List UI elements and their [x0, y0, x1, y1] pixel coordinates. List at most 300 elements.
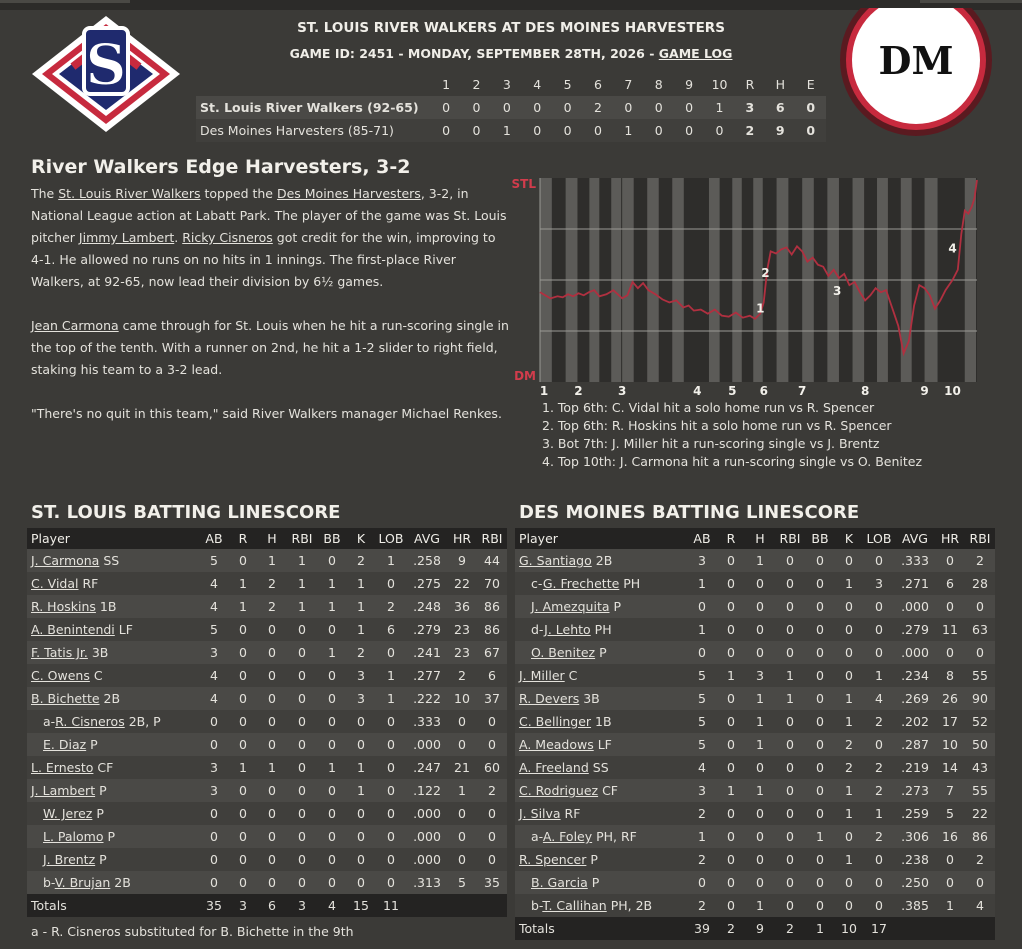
top-bar-segment	[0, 0, 130, 3]
player-name-link[interactable]: J. Miller	[519, 668, 565, 683]
stat-cell: 3	[745, 664, 775, 687]
batting-column-header: H	[745, 528, 775, 549]
linescore-cell: 0	[492, 96, 522, 119]
player-name-link[interactable]: O. Benitez	[531, 645, 596, 660]
batting-column-header: K	[835, 528, 863, 549]
stat-cell: 1	[347, 779, 375, 802]
stat-cell: 0	[835, 595, 863, 618]
player-name-link[interactable]: J. Lehto	[544, 622, 591, 637]
player-position: 1B	[95, 599, 117, 614]
player-name-link[interactable]: A. Foley	[542, 829, 593, 844]
stl-team-logo[interactable]	[30, 14, 182, 134]
linescore-cell: 0	[552, 96, 582, 119]
player-name-link[interactable]: E. Diaz	[43, 737, 87, 752]
stat-cell: .000	[407, 802, 447, 825]
linescore-cell: 0	[522, 96, 552, 119]
totals-cell: 11	[375, 894, 407, 917]
stat-cell: 44	[477, 549, 507, 572]
game-title: ST. LOUIS RIVER WALKERS AT DES MOINES HARVESTERS	[297, 20, 725, 36]
stat-cell: 1	[717, 664, 745, 687]
stat-cell: 0	[257, 664, 287, 687]
stat-cell: 0	[805, 549, 835, 572]
batting-column-header: RBI	[965, 528, 995, 549]
stat-cell: 1	[745, 779, 775, 802]
stat-cell: 0	[317, 549, 347, 572]
player-name-link[interactable]: R. Spencer	[519, 852, 587, 867]
stat-cell: 2	[477, 779, 507, 802]
recap-link[interactable]: Des Moines Harvesters	[276, 186, 421, 201]
stat-cell: 0	[717, 595, 745, 618]
linescore-cell: 0	[644, 96, 674, 119]
stat-cell: 0	[775, 848, 805, 871]
batting-column-header: R	[717, 528, 745, 549]
stat-cell: 0	[775, 825, 805, 848]
stat-cell: 1	[687, 825, 717, 848]
stat-cell: 0	[745, 641, 775, 664]
stat-cell: 1	[935, 894, 965, 917]
batting-column-header: AB	[199, 528, 229, 549]
player-position: RF	[78, 576, 99, 591]
stat-cell: 60	[477, 756, 507, 779]
linescore-row	[196, 119, 826, 142]
stat-cell: 0	[863, 595, 895, 618]
chart-event-note: 2. Top 6th: R. Hoskins hit a solo home run vs R. Spencer	[542, 418, 892, 433]
totals-cell: 9	[745, 917, 775, 940]
player-name-link[interactable]: R. Cisneros	[55, 714, 125, 729]
stat-cell: 0	[717, 871, 745, 894]
stat-cell: 1	[317, 756, 347, 779]
stat-cell: .000	[407, 825, 447, 848]
stat-cell: 3	[687, 779, 717, 802]
totals-cell: 15	[347, 894, 375, 917]
stat-cell: 0	[229, 848, 257, 871]
stat-cell: 0	[745, 802, 775, 825]
linescore-cell: 1	[492, 119, 522, 142]
player-cell	[515, 894, 687, 917]
linescore-cell: 1	[704, 96, 734, 119]
recap-text: , 3-2, in National League action at Labatt Park. The player of the game was St. Louis pitcher	[31, 186, 507, 245]
player-cell	[27, 641, 199, 664]
stat-cell: .250	[895, 871, 935, 894]
stat-cell: 0	[687, 641, 717, 664]
stat-cell: 3	[347, 664, 375, 687]
player-name-link[interactable]: C. Bellinger	[519, 714, 592, 729]
stat-cell: 0	[717, 618, 745, 641]
chart-bottom-label: DM	[514, 369, 536, 383]
batting-column-header: K	[347, 528, 375, 549]
dm-team-logo[interactable]	[840, 8, 992, 136]
stat-cell: 0	[805, 733, 835, 756]
stat-cell: 4	[199, 595, 229, 618]
stat-cell: 0	[717, 894, 745, 917]
stat-cell: 1	[375, 687, 407, 710]
recap-paragraph	[31, 403, 511, 425]
player-name-link[interactable]: J. Amezquita	[531, 599, 610, 614]
stat-cell: 0	[347, 710, 375, 733]
batting-row	[515, 618, 995, 641]
recap-link[interactable]: St. Louis River Walkers	[58, 186, 201, 201]
stat-cell: 0	[863, 848, 895, 871]
totals-row	[27, 894, 507, 917]
stat-cell: 1	[347, 595, 375, 618]
stat-cell: 0	[717, 733, 745, 756]
batting-column-header: LOB	[375, 528, 407, 549]
batting-column-header: Player	[515, 528, 687, 549]
stat-cell: 5	[199, 618, 229, 641]
stat-cell: 0	[257, 641, 287, 664]
player-name-link[interactable]: V. Brujan	[54, 875, 111, 890]
stat-cell: 0	[347, 848, 375, 871]
linescore-team-name: St. Louis River Walkers (92-65)	[196, 96, 431, 119]
stat-cell: 0	[863, 549, 895, 572]
player-name-link[interactable]: C. Owens	[31, 668, 90, 683]
stat-cell: 0	[317, 802, 347, 825]
stat-cell: .271	[895, 572, 935, 595]
stat-cell: 2	[257, 595, 287, 618]
stat-cell: 0	[805, 756, 835, 779]
stat-cell: .277	[407, 664, 447, 687]
sub-prefix: a-	[43, 714, 56, 729]
linescore-cell: 0	[674, 96, 704, 119]
batting-row	[27, 733, 507, 756]
player-position: P	[95, 852, 107, 867]
stat-cell: 0	[317, 618, 347, 641]
stat-cell: 0	[805, 779, 835, 802]
player-name-link[interactable]: B. Bichette	[31, 691, 100, 706]
stat-cell: 5	[447, 871, 477, 894]
stat-cell: 0	[835, 549, 863, 572]
stat-cell: 1	[257, 549, 287, 572]
batting-row	[27, 641, 507, 664]
linescore-cell: 1	[613, 119, 643, 142]
player-position: SS	[588, 760, 609, 775]
batting-column-header: RBI	[775, 528, 805, 549]
player-name-link[interactable]: L. Ernesto	[31, 760, 94, 775]
totals-cell: 2	[775, 917, 805, 940]
player-name-link[interactable]: J. Carmona	[31, 553, 100, 568]
stat-cell: 1	[317, 572, 347, 595]
stat-cell: 1	[229, 572, 257, 595]
player-position: PH	[619, 576, 641, 591]
stat-cell: 0	[317, 733, 347, 756]
stat-cell: 2	[863, 825, 895, 848]
stat-cell: 2	[863, 756, 895, 779]
player-position: 3B	[87, 645, 109, 660]
player-position: LF	[114, 622, 133, 637]
stat-cell: 0	[775, 871, 805, 894]
stat-cell: 0	[287, 802, 317, 825]
linescore-cell: 0	[431, 119, 461, 142]
stat-cell: 0	[775, 894, 805, 917]
stat-cell: 0	[375, 871, 407, 894]
stat-cell: 5	[199, 549, 229, 572]
linescore-column-header: 1	[431, 73, 461, 96]
substitution-note: a - R. Cisneros substituted for B. Bichette in the 9th	[31, 924, 354, 939]
batting-row	[515, 756, 995, 779]
stat-cell: 1	[375, 549, 407, 572]
recap-link[interactable]: Jimmy Lambert	[78, 230, 175, 245]
stat-cell: 0	[477, 825, 507, 848]
player-cell	[515, 572, 687, 595]
stat-cell: 2	[835, 756, 863, 779]
stat-cell: 1	[805, 825, 835, 848]
player-position: LF	[593, 737, 612, 752]
player-name-link[interactable]: J. Lambert	[31, 783, 96, 798]
stat-cell: 2	[687, 894, 717, 917]
game-id-date: GAME ID: 2451 - MONDAY, SEPTEMBER 28TH, 2026 -	[289, 46, 659, 61]
stat-cell: 1	[745, 549, 775, 572]
stat-cell: 16	[935, 825, 965, 848]
stat-cell: 1	[835, 572, 863, 595]
player-cell	[27, 756, 199, 779]
player-position: C	[564, 668, 578, 683]
chart-event-note: 3. Bot 7th: J. Miller hit a run-scoring single vs J. Brentz	[542, 436, 880, 451]
stat-cell: 3	[347, 687, 375, 710]
batting-row	[27, 871, 507, 894]
stat-cell: 1	[775, 687, 805, 710]
stat-cell: 11	[935, 618, 965, 641]
stat-cell: 10	[447, 687, 477, 710]
stat-cell: 3	[199, 641, 229, 664]
player-name-link[interactable]: F. Tatis Jr.	[31, 645, 88, 660]
stat-cell: .241	[407, 641, 447, 664]
player-name-link[interactable]: A. Benintendi	[31, 622, 115, 637]
recap-headline: River Walkers Edge Harvesters, 3-2	[31, 156, 411, 178]
stat-cell: 0	[229, 641, 257, 664]
player-name-link[interactable]: G. Frechette	[542, 576, 620, 591]
stat-cell: 0	[745, 756, 775, 779]
chart-event-marker: 4	[948, 241, 957, 256]
linescore-cell: 0	[522, 119, 552, 142]
batting-row	[515, 549, 995, 572]
stat-cell: 1	[447, 779, 477, 802]
player-name-link[interactable]: C. Rodriguez	[519, 783, 599, 798]
stat-cell: 1	[687, 572, 717, 595]
top-bar-segment	[920, 0, 1022, 3]
linescore-cell: 3	[735, 96, 765, 119]
dm-batting-title: DES MOINES BATTING LINESCORE	[519, 502, 860, 523]
recap-link[interactable]: Jean Carmona	[31, 318, 119, 333]
totals-cell	[935, 917, 965, 940]
stat-cell: 0	[745, 871, 775, 894]
stat-cell: 0	[229, 710, 257, 733]
chart-event-marker: 1	[756, 301, 765, 316]
recap-link[interactable]: Ricky Cisneros	[182, 230, 273, 245]
player-cell	[515, 802, 687, 825]
player-position: P	[609, 599, 622, 614]
batting-row	[515, 894, 995, 917]
stat-cell: 0	[447, 825, 477, 848]
totals-cell: 3	[287, 894, 317, 917]
stat-cell: 0	[317, 825, 347, 848]
stat-cell: 0	[717, 848, 745, 871]
player-cell	[27, 871, 199, 894]
totals-cell: 6	[257, 894, 287, 917]
player-cell	[515, 664, 687, 687]
chart-inning-label: 7	[798, 384, 807, 398]
batting-row	[27, 756, 507, 779]
player-position: 2B	[110, 875, 131, 890]
stat-cell: 0	[775, 779, 805, 802]
stat-cell: 1	[229, 756, 257, 779]
stat-cell: 2	[375, 595, 407, 618]
stat-cell: 0	[317, 710, 347, 733]
player-name-link[interactable]: J. Brentz	[43, 852, 96, 867]
linescore-cell: 0	[583, 119, 613, 142]
game-subtitle	[196, 46, 826, 61]
stat-cell: .122	[407, 779, 447, 802]
stat-cell: .000	[895, 595, 935, 618]
stat-cell: 0	[717, 710, 745, 733]
stat-cell: 1	[745, 710, 775, 733]
player-position: 3B	[579, 691, 600, 706]
stat-cell: 0	[477, 802, 507, 825]
linescore-header-row	[196, 73, 826, 96]
stat-cell: .222	[407, 687, 447, 710]
linescore-team-name: Des Moines Harvesters (85-71)	[196, 119, 431, 142]
chart-top-label: STL	[512, 177, 536, 191]
stat-cell: 0	[229, 687, 257, 710]
stat-cell: 0	[229, 664, 257, 687]
stat-cell: 0	[447, 848, 477, 871]
player-name-link[interactable]: C. Vidal	[31, 576, 79, 591]
stat-cell: 0	[199, 710, 229, 733]
stat-cell: 23	[447, 641, 477, 664]
stat-cell: 5	[687, 664, 717, 687]
batting-column-header: RBI	[477, 528, 507, 549]
stat-cell: 0	[287, 618, 317, 641]
stat-cell: 0	[199, 802, 229, 825]
stat-cell: 1	[745, 687, 775, 710]
stat-cell: 1	[287, 549, 317, 572]
stat-cell: 0	[805, 848, 835, 871]
player-name-link[interactable]: J. Silva	[519, 806, 561, 821]
stat-cell: .275	[407, 572, 447, 595]
recap-text: The	[31, 186, 59, 201]
stat-cell: 0	[717, 687, 745, 710]
recap-paragraph	[31, 183, 511, 293]
game-log-link[interactable]: GAME LOG	[658, 46, 733, 61]
linescore-cell: 6	[765, 96, 795, 119]
stat-cell: 2	[257, 572, 287, 595]
player-name-link[interactable]: W. Jerez	[43, 806, 93, 821]
player-name-link[interactable]: B. Garcia	[531, 875, 588, 890]
batting-row	[515, 572, 995, 595]
stat-cell: 0	[257, 779, 287, 802]
stat-cell: 0	[687, 871, 717, 894]
stat-cell: .219	[895, 756, 935, 779]
player-name-link[interactable]: L. Palomo	[43, 829, 104, 844]
sub-prefix: b-	[43, 875, 55, 890]
chart-inning-label: 1	[539, 384, 549, 398]
stat-cell: 0	[477, 710, 507, 733]
batting-header-row	[515, 528, 995, 549]
stat-cell: 4	[199, 664, 229, 687]
stat-cell: 0	[317, 664, 347, 687]
stat-cell: 0	[805, 595, 835, 618]
player-name-link[interactable]: G. Santiago	[519, 553, 592, 568]
stat-cell: 0	[775, 595, 805, 618]
player-name-link[interactable]: A. Meadows	[519, 737, 594, 752]
linescore-column-header: 9	[674, 73, 704, 96]
player-name-link[interactable]: T. Callihan	[542, 898, 607, 913]
linescore-cell: 0	[795, 96, 826, 119]
player-position: 2B, P	[124, 714, 161, 729]
linescore-cell: 9	[765, 119, 795, 142]
player-cell	[27, 572, 199, 595]
player-cell	[27, 687, 199, 710]
linescore-table	[196, 73, 826, 142]
player-cell	[515, 825, 687, 848]
stat-cell: 0	[447, 710, 477, 733]
stat-cell: 1	[347, 756, 375, 779]
stat-cell: 4	[863, 687, 895, 710]
player-position: C	[89, 668, 103, 683]
chart-inning-label: 3	[617, 384, 627, 398]
stat-cell: 0	[745, 618, 775, 641]
player-position: RF	[560, 806, 581, 821]
stat-cell: 1	[287, 595, 317, 618]
stat-cell: 0	[935, 641, 965, 664]
player-cell	[515, 779, 687, 802]
chart-inning-label: 10	[944, 384, 961, 398]
linescore-column-header: H	[765, 73, 795, 96]
stat-cell: 0	[717, 825, 745, 848]
stat-cell: 0	[717, 641, 745, 664]
stat-cell: 35	[477, 871, 507, 894]
player-name-link[interactable]: R. Devers	[519, 691, 580, 706]
stat-cell: 0	[229, 825, 257, 848]
linescore-team-header	[196, 73, 431, 96]
stat-cell: 2	[863, 710, 895, 733]
stat-cell: 0	[775, 802, 805, 825]
stat-cell: 0	[775, 710, 805, 733]
stl-batting-table	[27, 528, 507, 917]
stat-cell: 0	[347, 733, 375, 756]
stat-cell: .234	[895, 664, 935, 687]
stat-cell: 4	[965, 894, 995, 917]
stat-cell: 0	[935, 848, 965, 871]
stat-cell: 0	[835, 894, 863, 917]
stat-cell: .202	[895, 710, 935, 733]
chart-event-note: 1. Top 6th: C. Vidal hit a solo home run vs R. Spencer	[542, 400, 875, 415]
stat-cell: 0	[375, 848, 407, 871]
win-probability-chart	[512, 170, 982, 402]
chart-inning-label: 5	[728, 384, 737, 398]
player-cell	[515, 710, 687, 733]
stat-cell: 55	[965, 664, 995, 687]
stat-cell: 0	[257, 802, 287, 825]
stat-cell: 2	[347, 549, 375, 572]
stat-cell: 1	[835, 779, 863, 802]
stat-cell: 0	[835, 641, 863, 664]
stat-cell: 0	[317, 871, 347, 894]
stat-cell: 2	[687, 848, 717, 871]
batting-row	[515, 641, 995, 664]
stat-cell: 4	[687, 756, 717, 779]
stat-cell: 1	[687, 618, 717, 641]
stat-cell: .000	[407, 733, 447, 756]
stat-cell: 0	[287, 756, 317, 779]
linescore-cell: 0	[704, 119, 734, 142]
player-position: P	[586, 852, 598, 867]
player-name-link[interactable]: A. Freeland	[519, 760, 589, 775]
stat-cell: 0	[375, 756, 407, 779]
player-position: P	[587, 875, 600, 890]
stat-cell: 1	[317, 595, 347, 618]
player-name-link[interactable]: R. Hoskins	[31, 599, 96, 614]
stat-cell: 0	[347, 802, 375, 825]
